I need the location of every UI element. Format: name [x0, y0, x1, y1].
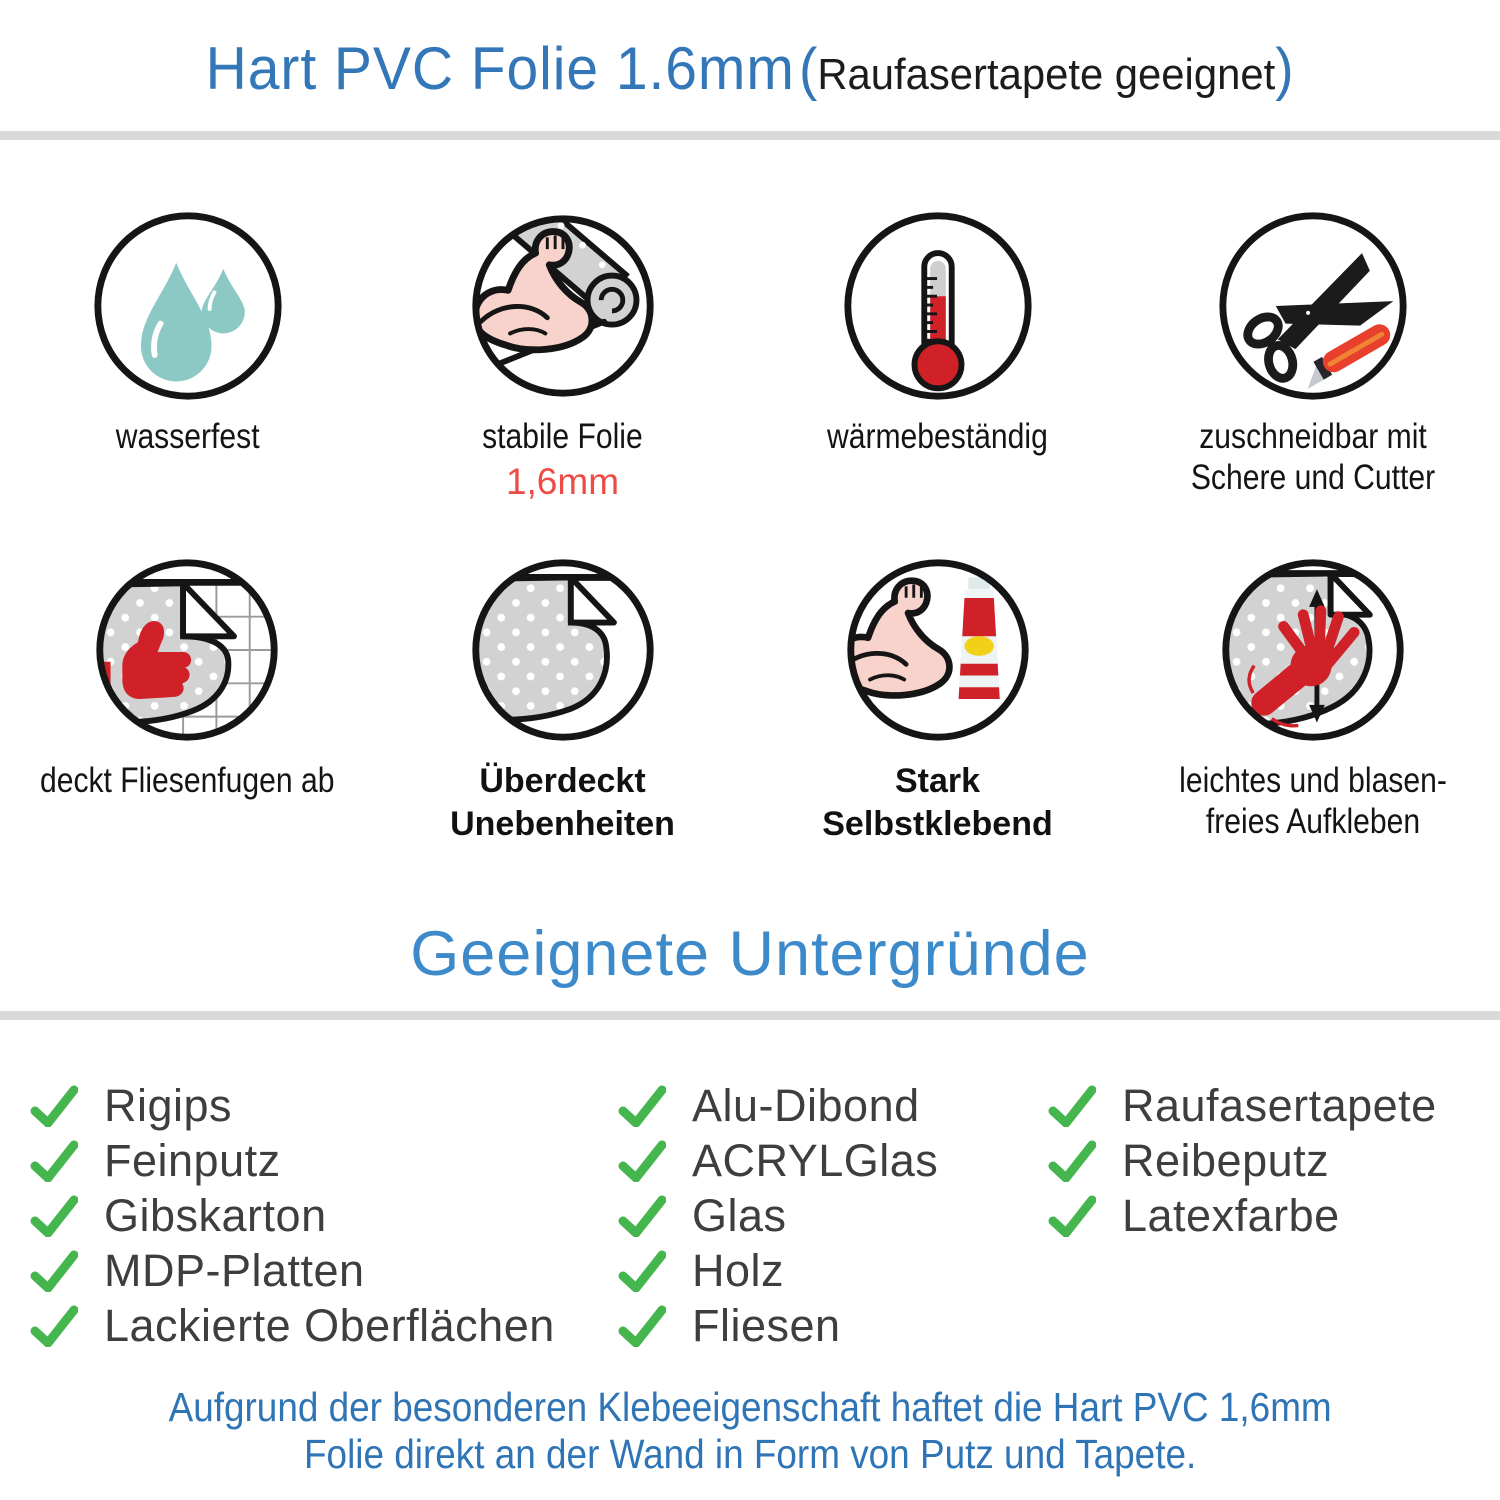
hand-smoothing-icon: [1215, 552, 1411, 748]
feature-label: wasserfest: [115, 417, 260, 456]
feature-label: Stark Selbstklebend: [822, 762, 1053, 843]
feature-covers-tile-joints: [16, 544, 358, 801]
check-icon: [30, 1305, 78, 1347]
thumbs-up-tiles-icon: [89, 552, 285, 748]
feature-label: wärmebeständig: [827, 417, 1048, 456]
muscle-foil-roll-icon: [465, 208, 661, 404]
thermometer-icon: [840, 208, 1036, 404]
footer-note: [0, 1384, 1500, 1478]
check-icon: [30, 1250, 78, 1292]
surface-label: ACRYLGlas: [692, 1134, 939, 1186]
muscle-glue-tube-icon: [840, 552, 1036, 748]
foil-unevenness-icon: [465, 552, 661, 748]
feature-self-adhesive: [788, 544, 1088, 845]
feature-covers-unevenness: [413, 544, 713, 845]
check-icon: [618, 1305, 666, 1347]
check-icon: [618, 1140, 666, 1182]
list-item: [1048, 1078, 1437, 1133]
check-icon: [618, 1085, 666, 1127]
feature-cuttable: [1133, 200, 1493, 499]
surface-label: Glas: [692, 1189, 787, 1241]
footer-line-2: Folie direkt an der Wand in Form von Putz und Tapete.: [303, 1431, 1197, 1478]
surface-label: Raufasertapete: [1122, 1079, 1437, 1131]
list-item: [618, 1298, 938, 1353]
check-icon: [30, 1140, 78, 1182]
list-item: [30, 1298, 555, 1353]
feature-label: leichtes und blasen-freies Aufkleben: [1178, 761, 1447, 842]
surface-label: Alu-Dibond: [692, 1079, 920, 1131]
divider-top: [0, 131, 1500, 140]
list-item: [618, 1133, 938, 1188]
feature-waterproof: [90, 200, 286, 457]
list-item: [30, 1243, 555, 1298]
surface-label: Feinputz: [104, 1134, 281, 1186]
title-paren-close: ): [1275, 37, 1294, 102]
title-paren-open: (: [799, 37, 818, 102]
surface-label: Fliesen: [692, 1299, 841, 1351]
list-item: [618, 1188, 938, 1243]
surfaces-column-3: [1048, 1078, 1437, 1243]
page-title: Hart PVC Folie 1.6mm: [206, 35, 796, 102]
list-item: [30, 1188, 555, 1243]
check-icon: [1048, 1195, 1096, 1237]
water-drops-icon: [90, 208, 286, 404]
surfaces-column-2: [618, 1078, 938, 1353]
check-icon: [1048, 1140, 1096, 1182]
page-subtitle: Raufasertapete geeignet: [817, 50, 1276, 99]
feature-bubble-free-application: [1133, 544, 1493, 843]
feature-stable-foil: [465, 200, 661, 503]
surface-label: MDP-Platten: [104, 1244, 365, 1296]
list-item: [30, 1133, 555, 1188]
feature-label: stabile Folie: [482, 417, 643, 456]
list-item: [30, 1078, 555, 1133]
feature-label: deckt Fliesenfugen ab: [40, 761, 335, 800]
feature-heat-resistant: [809, 200, 1066, 457]
surfaces-column-1: [30, 1078, 555, 1353]
surface-label: Gibskarton: [104, 1189, 327, 1241]
list-item: [1048, 1133, 1437, 1188]
feature-label: zuschneidbar mit Schere und Cutter: [1190, 417, 1435, 498]
list-item: [618, 1243, 938, 1298]
check-icon: [618, 1195, 666, 1237]
check-icon: [30, 1195, 78, 1237]
scissors-cutter-icon: [1215, 208, 1411, 404]
divider-mid: [0, 1011, 1500, 1020]
check-icon: [1048, 1085, 1096, 1127]
surface-label: Rigips: [104, 1079, 233, 1131]
list-item: [1048, 1188, 1437, 1243]
list-item: [618, 1078, 938, 1133]
surface-label: Latexfarbe: [1122, 1189, 1340, 1241]
check-icon: [30, 1085, 78, 1127]
surfaces-heading: Geeignete Untergründe: [410, 919, 1090, 989]
surface-label: Lackierte Oberflächen: [104, 1299, 555, 1351]
feature-label: Überdeckt Unebenheiten: [450, 762, 675, 843]
surface-label: Reibeputz: [1122, 1134, 1330, 1186]
feature-grid: [0, 200, 1500, 888]
check-icon: [618, 1250, 666, 1292]
feature-thickness-value: 1,6mm: [505, 461, 620, 503]
footer-line-1: Aufgrund der besonderen Klebeeigenschaft haftet die Hart PVC 1,6mm: [168, 1384, 1332, 1430]
surface-label: Holz: [692, 1244, 785, 1296]
header: [0, 34, 1500, 103]
